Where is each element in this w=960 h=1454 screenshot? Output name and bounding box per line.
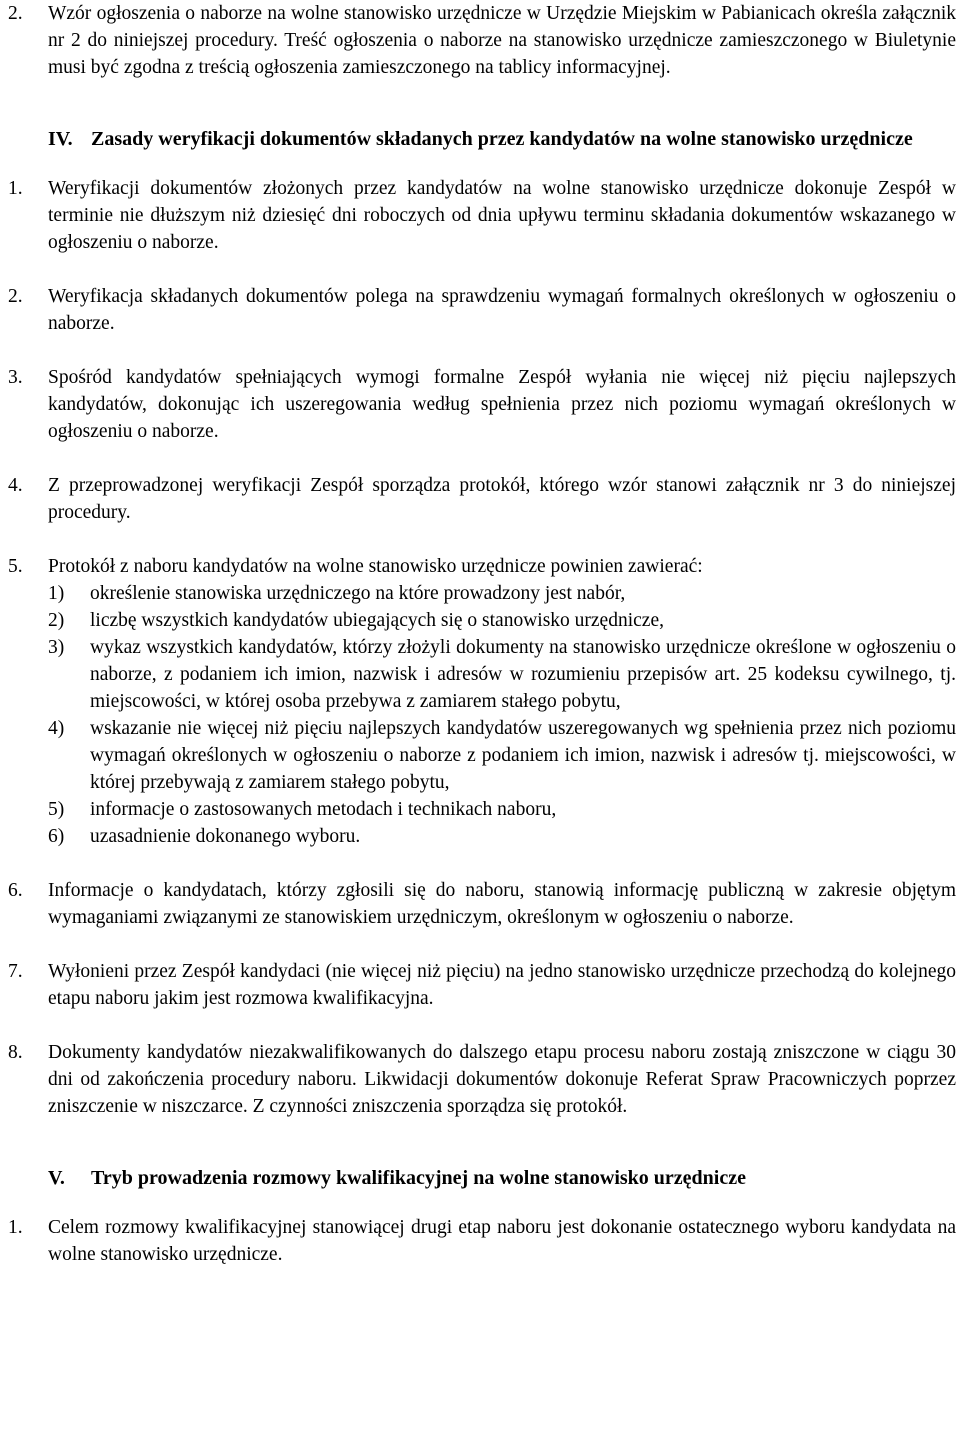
section-number: IV. — [48, 128, 73, 150]
sub-item-number: 3) — [48, 637, 65, 658]
item-number: 7. — [8, 961, 23, 982]
sub-item — [48, 580, 956, 607]
sub-item-text: informacje o zastosowanych metodach i technikach naboru, — [90, 799, 557, 820]
sub-item-number: 5) — [48, 799, 65, 820]
list-item — [0, 364, 960, 445]
item-number: 8. — [8, 1042, 23, 1063]
list-item — [0, 1039, 960, 1120]
sub-item — [48, 607, 956, 634]
item-text: Wyłonieni przez Zespół kandydaci (nie więcej niż pięciu) na jedno stanowisko urzędnicze przechodzą do kolejnego etapu naboru jakim jest rozmowa kwalifikacyjna. — [48, 961, 956, 1009]
paragraph-2-top — [0, 0, 960, 81]
list-item — [0, 958, 960, 1012]
item-text: Dokumenty kandydatów niezakwalifikowanych do dalszego etapu procesu naboru zostają zniszczone w ciągu 30 dni od zakończenia procedury naboru. Likwidacji dokumentów dokonuje Referat Spraw Pracowniczych poprzez zniszczenie w niszczarce. Z czynności zniszczenia sporządza się protokół. — [48, 1042, 956, 1117]
item-text: Wzór ogłoszenia o naborze na wolne stanowisko urzędnicze w Urzędzie Miejskim w Pabianicach określa załącznik nr 2 do niniejszej procedury. Treść ogłoszenia o naborze na stanowisko urzędnicze zamieszczonego w Biuletynie musi być zgodna z treścią ogłoszenia zamieszczonego na tablicy informacyjnej. — [48, 3, 956, 78]
sub-item-number: 2) — [48, 610, 65, 631]
section-number: V. — [48, 1167, 65, 1189]
list-item — [0, 175, 960, 256]
list-item — [0, 553, 960, 850]
sub-item-text: liczbę wszystkich kandydatów ubiegających się o stanowisko urzędnicze, — [90, 610, 664, 631]
section-title: Tryb prowadzenia rozmowy kwalifikacyjnej na wolne stanowisko urzędnicze — [91, 1167, 746, 1189]
sub-item — [48, 715, 956, 796]
item-text: Z przeprowadzonej weryfikacji Zespół sporządza protokół, którego wzór stanowi załącznik nr 3 do niniejszej procedury. — [48, 475, 956, 523]
list-item — [0, 472, 960, 526]
list-item — [0, 1214, 960, 1268]
sub-item — [48, 634, 956, 715]
section-title: Zasady weryfikacji dokumentów składanych przez kandydatów na wolne stanowisko urzędnicze — [91, 128, 913, 150]
item-number: 4. — [8, 475, 23, 496]
item-number: 2. — [8, 3, 23, 24]
item-text: Weryfikacja składanych dokumentów polega na sprawdzeniu wymagań formalnych określonych w ogłoszeniu o naborze. — [48, 286, 956, 334]
list-item — [0, 877, 960, 931]
item-text: Celem rozmowy kwalifikacyjnej stanowiącej drugi etap naboru jest dokonanie ostatecznego wyboru kandydata na wolne stanowisko urzędnicze. — [48, 1217, 956, 1265]
item-number: 2. — [8, 286, 23, 307]
item-text: Spośród kandydatów spełniających wymogi formalne Zespół wyłania nie więcej niż pięciu najlepszych kandydatów, dokonując ich uszeregowania według spełnienia przez nich poziomu wymagań określonych w ogłoszeniu o naborze. — [48, 367, 956, 442]
sub-item-text: uzasadnienie dokonanego wyboru. — [90, 826, 361, 847]
sub-item-text: określenie stanowiska urzędniczego na które prowadzony jest nabór, — [90, 583, 626, 604]
item-number: 1. — [8, 1217, 23, 1238]
sub-item-number: 6) — [48, 826, 65, 847]
item-text: Informacje o kandydatach, którzy zgłosili się do naboru, stanowią informację publiczną w zakresie objętym wymaganiami związanymi ze stanowiskiem urzędniczym, określonym w ogłoszeniu o naborze. — [48, 880, 956, 928]
sub-item-number: 4) — [48, 718, 65, 739]
sub-item-number: 1) — [48, 583, 65, 604]
section-iv-heading — [0, 126, 960, 153]
sub-item-text: wskazanie nie więcej niż pięciu najlepszych kandydatów uszeregowanych wg spełnienia przez nich poziomu wymagań określonych w ogłoszeniu o naborze z podaniem ich imion, nazwisk i adresów tj. miejscowości, w której przebywają z zamiarem stałego pobytu, — [90, 718, 956, 793]
item-number: 1. — [8, 178, 23, 199]
sub-item-text: wykaz wszystkich kandydatów, którzy złożyli dokumenty na stanowisko urzędnicze określone w ogłoszeniu o naborze, z podaniem ich imion, nazwisk i adresów w rozumieniu przepisów art. 25 kodeksu cywilnego, tj. miejscowości, w której osoba przebywa z zamiarem stałego pobytu, — [90, 637, 956, 712]
sub-item — [48, 823, 956, 850]
sub-item — [48, 796, 956, 823]
item-number: 6. — [8, 880, 23, 901]
item-body — [48, 553, 960, 850]
item-number: 3. — [8, 367, 23, 388]
list-item — [0, 283, 960, 337]
section-v-heading — [0, 1165, 960, 1192]
item-text: Weryfikacji dokumentów złożonych przez kandydatów na wolne stanowisko urzędnicze dokonuje Zespół w terminie nie dłuższym niż dziesięć dni roboczych od dnia upływu terminu składania dokumentów wskazanego w ogłoszeniu o naborze. — [48, 178, 956, 253]
item-number: 5. — [8, 556, 23, 577]
item-text: Protokół z naboru kandydatów na wolne stanowisko urzędnicze powinien zawierać: — [48, 556, 703, 577]
